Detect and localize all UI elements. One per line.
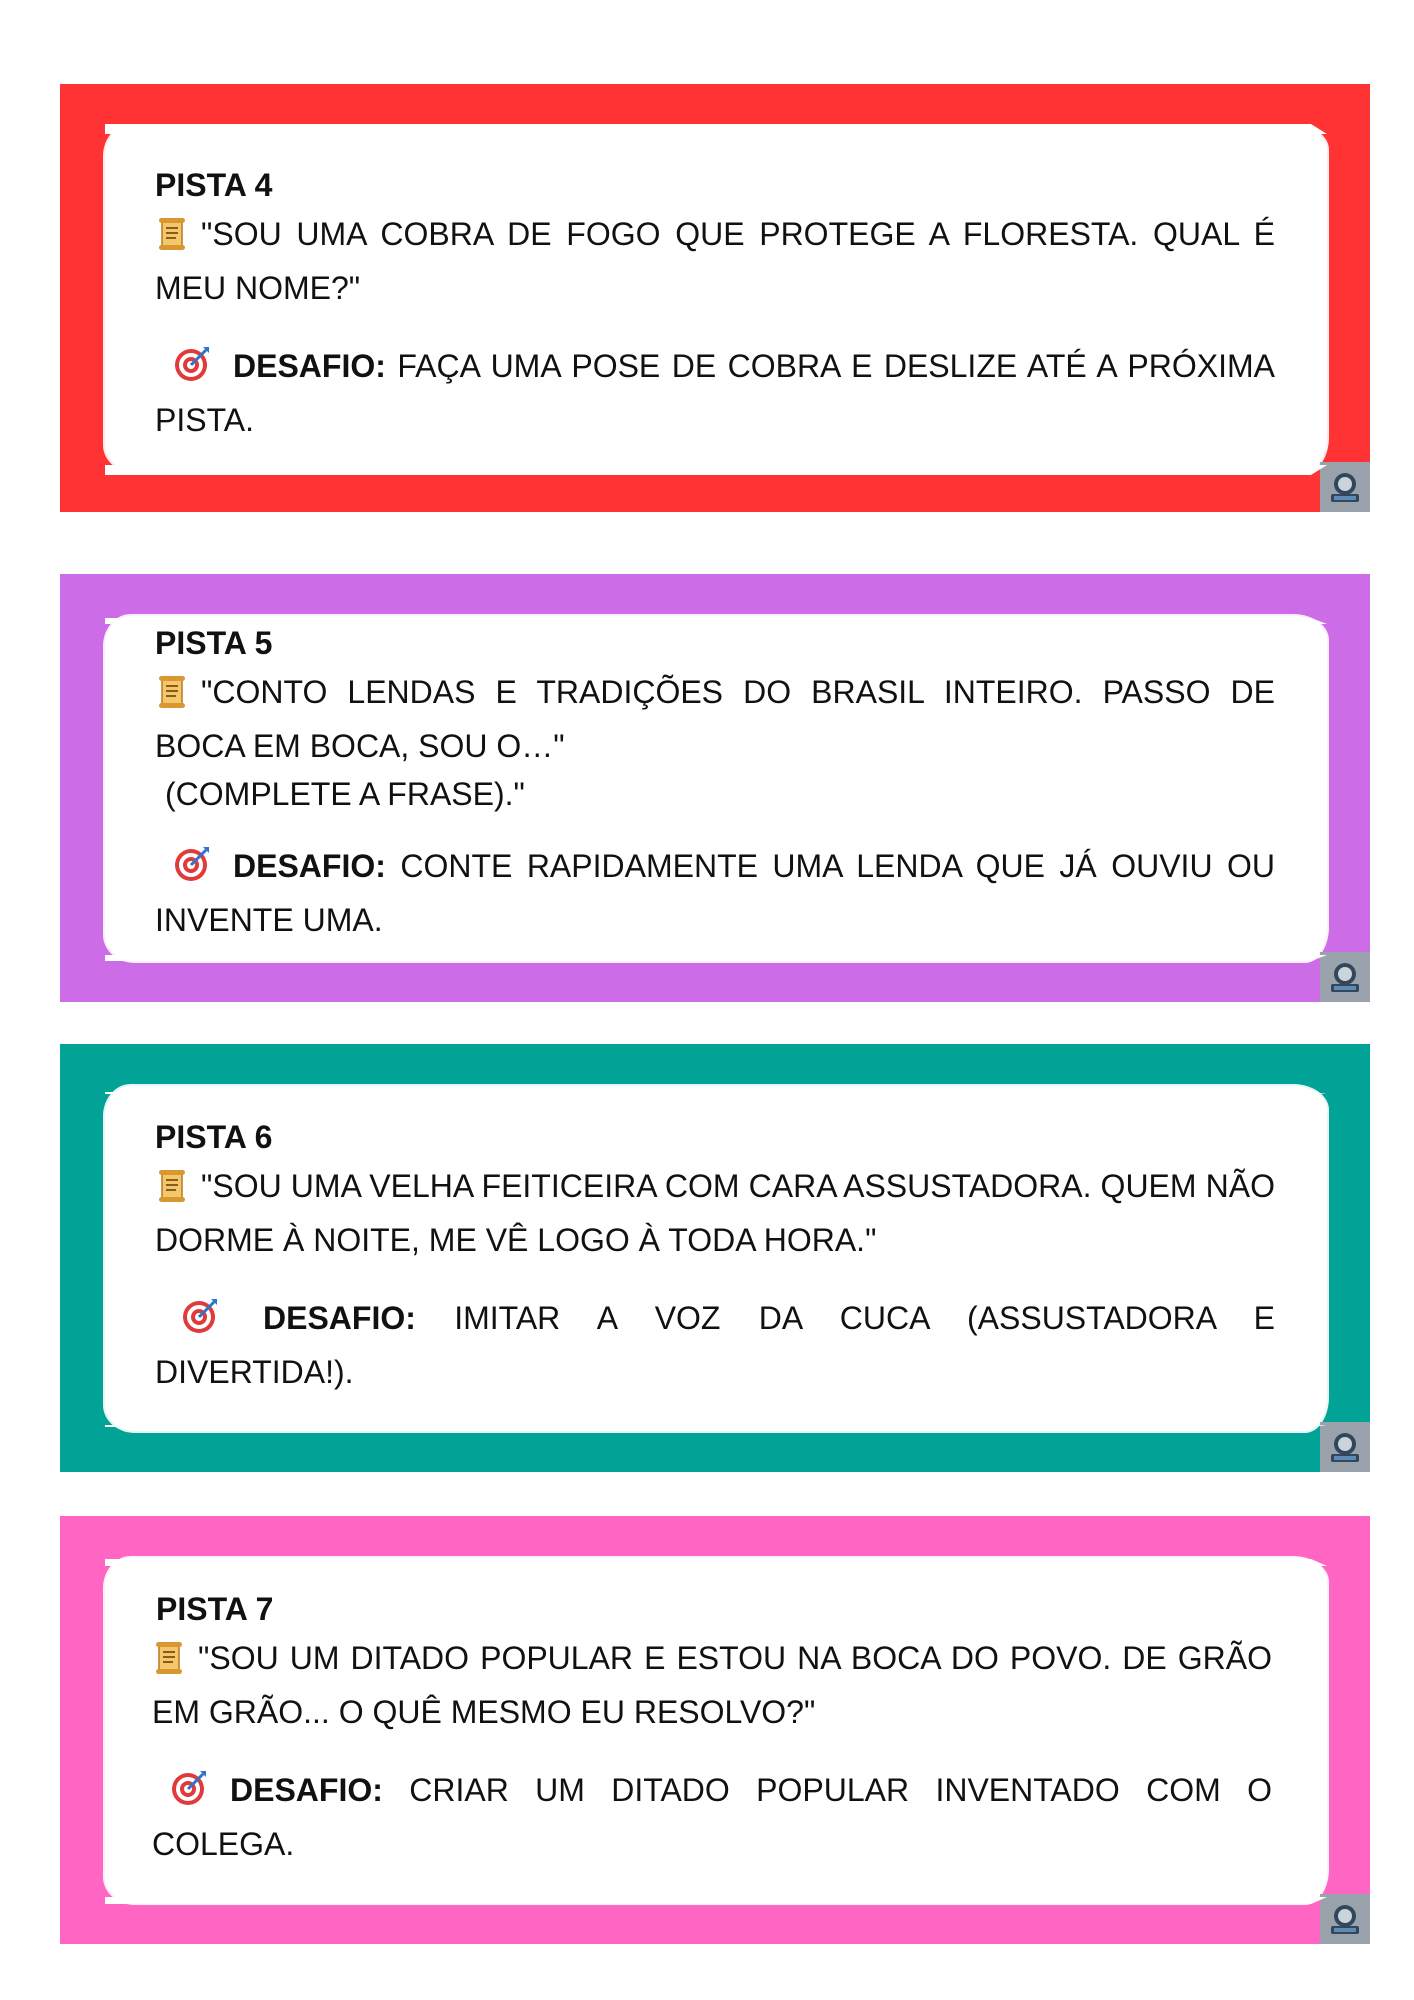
clue-challenge xyxy=(155,342,1275,444)
challenge-text: FAÇA UMA POSE DE COBRA E DESLIZE ATÉ A PRÓXIMA PISTA. xyxy=(155,348,1276,438)
scroll-icon xyxy=(155,1168,189,1216)
clue-title: PISTA 6 xyxy=(155,1119,273,1155)
logo-badge-icon xyxy=(1320,462,1370,512)
target-icon xyxy=(170,1769,208,1820)
clue-riddle xyxy=(152,1634,1272,1736)
clue-riddle xyxy=(155,668,1275,770)
logo-badge-icon xyxy=(1320,1894,1370,1944)
challenge-label: DESAFIO: xyxy=(233,848,386,884)
logo-badge-icon xyxy=(1320,952,1370,1002)
target-icon xyxy=(173,845,211,896)
logo-badge-icon xyxy=(1320,1422,1370,1472)
clue-riddle xyxy=(155,210,1275,312)
clue-riddle-text: "SOU UMA VELHA FEITICEIRA COM CARA ASSUSTADORA. QUEM NÃO DORME À NOITE, ME VÊ LOGO À TODA HORA." xyxy=(155,1168,1275,1258)
clue-card-content xyxy=(155,162,1275,444)
clue-card-5 xyxy=(60,574,1370,1002)
clue-card-4 xyxy=(60,84,1370,512)
challenge-text: CONTE RAPIDAMENTE UMA LENDA QUE JÁ OUVIU OU INVENTE UMA. xyxy=(155,848,1276,938)
clue-challenge xyxy=(155,1294,1275,1396)
clue-card-7 xyxy=(60,1516,1370,1944)
clue-riddle-text: "SOU UM DITADO POPULAR E ESTOU NA BOCA DO POVO. DE GRÃO EM GRÃO... O QUÊ MESMO EU RESOLVO?" xyxy=(152,1640,1272,1730)
challenge-label: DESAFIO: xyxy=(230,1772,383,1808)
clue-card-content xyxy=(155,1114,1275,1396)
challenge-text: IMITAR A VOZ DA CUCA (ASSUSTADORA E DIVERTIDA!). xyxy=(155,1300,1276,1390)
clue-challenge xyxy=(152,1766,1272,1868)
clue-title: PISTA 7 xyxy=(156,1591,274,1627)
clue-riddle-text: "CONTO LENDAS E TRADIÇÕES DO BRASIL INTEIRO. PASSO DE BOCA EM BOCA, SOU O…" xyxy=(155,674,1275,764)
clue-title: PISTA 4 xyxy=(155,167,273,203)
clue-challenge xyxy=(155,842,1275,944)
challenge-label: DESAFIO: xyxy=(263,1300,416,1336)
clue-title: PISTA 5 xyxy=(155,625,273,661)
clue-card-content xyxy=(152,1586,1272,1868)
challenge-label: DESAFIO: xyxy=(233,348,386,384)
clue-card-content xyxy=(155,620,1275,944)
clue-riddle-text: "SOU UMA COBRA DE FOGO QUE PROTEGE A FLORESTA. QUAL É MEU NOME?" xyxy=(155,216,1275,306)
scroll-icon xyxy=(155,674,189,722)
target-icon xyxy=(173,345,211,396)
target-icon xyxy=(181,1297,219,1348)
scroll-icon xyxy=(155,216,189,264)
clue-riddle xyxy=(155,1162,1275,1264)
clue-riddle-extra: (COMPLETE A FRASE)." xyxy=(165,776,525,812)
clue-card-6 xyxy=(60,1044,1370,1472)
challenge-text: CRIAR UM DITADO POPULAR INVENTADO COM O COLEGA. xyxy=(152,1772,1273,1862)
scroll-icon xyxy=(152,1640,186,1688)
